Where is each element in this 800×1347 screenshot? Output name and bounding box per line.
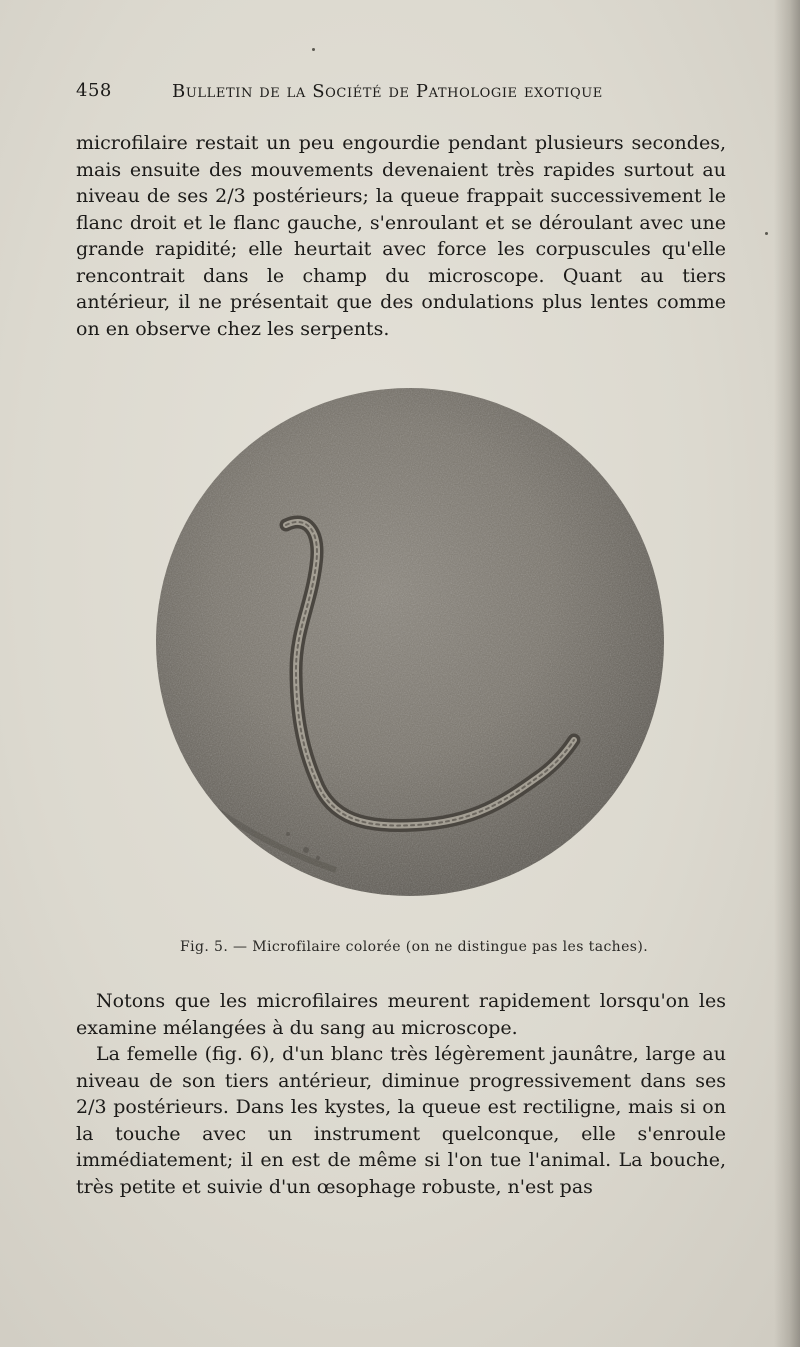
body-text-bottom (76, 988, 726, 1200)
page-edge-shadow (774, 0, 800, 1347)
paragraph: La femelle (fig. 6), d'un blanc très légèrement jaunâtre, large au niveau de son tiers antérieur, diminue progressivement dans ses 2/3 postérieurs. Dans les kystes, la queue est rectiligne, mais si on la touche avec un instrument quelconque, elle s'enroule immédiatement; il en est de même si l'on tue l'animal. La bouche, très petite et suivie d'un œsophage robuste, n'est pas (76, 1043, 726, 1198)
figure-caption: Fig. 5. — Microfilaire colorée (on ne distingue pas les taches). (180, 939, 649, 955)
journal-title: Bulletin de la Société de Pathologie exotique (172, 81, 603, 102)
paper-speck (765, 232, 768, 235)
paper-speck (312, 48, 315, 51)
body-text-top (76, 130, 726, 342)
page-number: 458 (76, 80, 112, 101)
micrograph-image (156, 380, 664, 900)
paragraph: microfilaire restait un peu engourdie pendant plusieurs secondes, mais ensuite des mouvements devenaient très rapides surtout au niveau de ses 2/3 postérieurs; la queue frappait successivement le flanc droit et le flanc gauche, s'enroulant et se déroulant avec une grande rapidité; elle heurtait avec force les corpuscules qu'elle rencontrait dans le champ du microscope. Quant au tiers antérieur, il ne présentait que des ondulations plus lentes comme on en observe chez les serpents. (76, 132, 726, 340)
figure-microfilaria-micrograph (156, 380, 664, 900)
running-head (76, 80, 716, 106)
paragraph: Notons que les microfilaires meurent rapidement lorsqu'on les examine mélangées à du sang au microscope. (76, 990, 726, 1039)
